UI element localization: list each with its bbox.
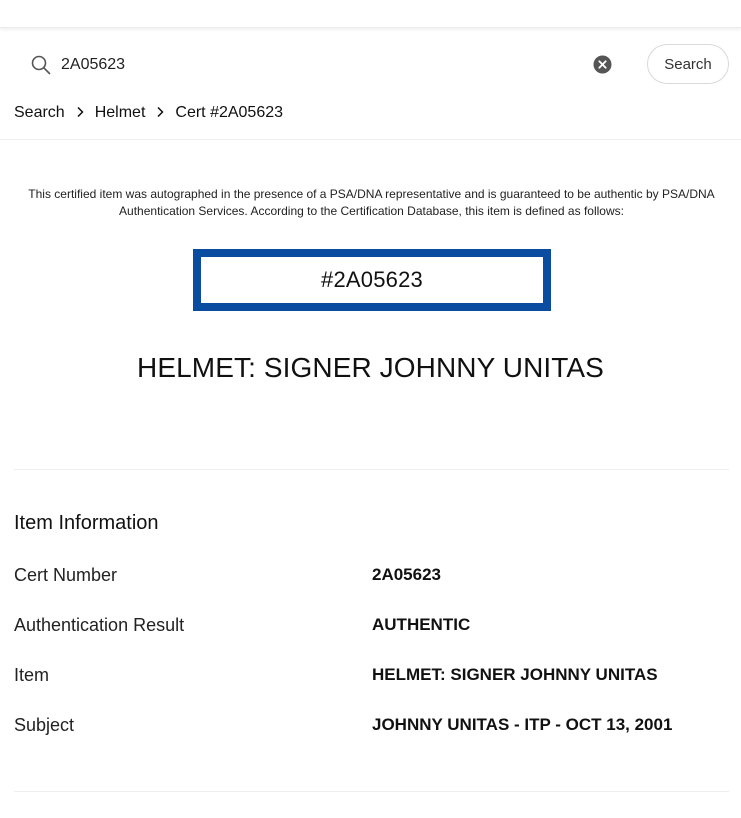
info-row-subject [14,715,729,741]
cert-number-badge [193,249,551,311]
search-button[interactable]: Search [647,44,729,84]
info-row-item [14,665,729,691]
info-row-authentication-result [14,615,729,641]
info-label: Cert Number [14,565,118,585]
info-label: Item [14,665,50,685]
section-divider [14,791,729,792]
info-value: HELMET: SIGNER JOHNNY UNITAS [372,665,658,684]
item-information-heading: Item Information [14,512,159,534]
top-bar [0,0,741,28]
search-bar [0,44,741,86]
intro-text: This certified item was autographed in the presence of a PSA/DNA representative and is guaranteed to be authentic by PSA/DNA Authentication Services. According to the Certification Database, this item is defined as follows: [28,187,715,218]
info-row-cert-number [14,565,729,591]
divider [0,139,741,140]
info-value: JOHNNY UNITAS - ITP - OCT 13, 2001 [372,715,673,734]
clear-icon[interactable] [593,55,612,74]
breadcrumb-current: Cert #2A05623 [175,104,284,121]
breadcrumb-search[interactable]: Search [14,104,65,121]
item-title: HELMET: SIGNER JOHNNY UNITAS [137,352,604,383]
info-label: Subject [14,715,75,735]
cert-number-badge-text: #2A05623 [321,267,423,292]
search-input[interactable] [61,52,581,78]
info-label: Authentication Result [14,615,185,635]
breadcrumb [14,102,283,124]
info-value: AUTHENTIC [372,615,471,634]
breadcrumb-helmet[interactable]: Helmet [94,104,146,121]
search-icon [31,55,51,75]
chevron-right-icon [65,106,95,120]
chevron-right-icon [145,106,175,120]
info-value: 2A05623 [372,565,442,584]
section-divider [14,469,729,470]
